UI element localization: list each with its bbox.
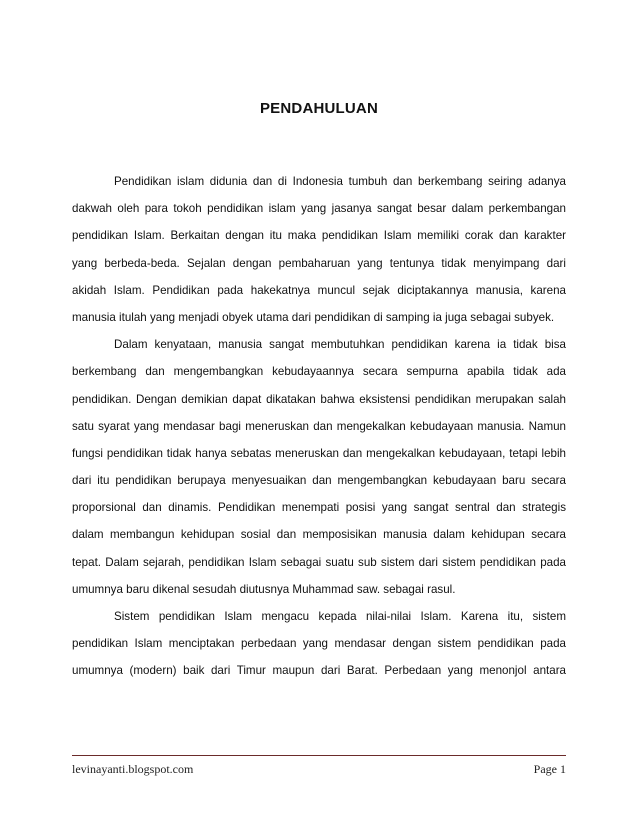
text-line: pendidikan Islam. Berkaitan dengan itu maka pendidikan Islam memiliki corak dan karakter bbox=[72, 229, 566, 243]
text-line: proporsional dan dinamis. Pendidikan menempati posisi yang sangat sentral dan strategis bbox=[72, 501, 566, 515]
page-title: PENDAHULUAN bbox=[259, 100, 379, 117]
text-line: manusia itulah yang menjadi obyek utama dari pendidikan di samping ia juga sebagai subyek. bbox=[72, 310, 555, 324]
body-text bbox=[72, 168, 566, 685]
text-line: fungsi pendidikan tidak hanya sebatas meneruskan dan mengekalkan kebudayaan, tetapi lebih bbox=[72, 446, 566, 460]
text-line: satu syarat yang mendasar bagi meneruskan dan mengekalkan kebudayaan manusia. Namun bbox=[72, 419, 566, 433]
text-line: tepat. Dalam sejarah, pendidikan Islam sebagai suatu sub sistem dari sistem pendidikan pada bbox=[72, 555, 566, 569]
text-line: dari itu pendidikan berupaya menyesuaikan dan mengembangkan kebudayaan baru secara bbox=[72, 474, 566, 488]
paragraph-1 bbox=[72, 168, 566, 331]
text-line: Pendidikan islam didunia dan di Indonesia tumbuh dan berkembang seiring adanya bbox=[114, 175, 566, 188]
text-line: pendidikan Islam menciptakan perbedaan yang mendasar dengan sistem pendidikan pada bbox=[72, 637, 566, 651]
text-line: Sistem pendidikan Islam mengacu kepada nilai-nilai Islam. Karena itu, sistem bbox=[114, 610, 566, 623]
text-line: akidah Islam. Pendidikan pada hakekatnya muncul sejak diciptakannya manusia, karena bbox=[72, 283, 566, 297]
text-line: umumnya baru dikenal sesudah diutusnya Muhammad saw. sebagai rasul. bbox=[72, 582, 456, 596]
text-line: dalam membangun kehidupan sosial dan memposisikan manusia dalam kehidupan secara bbox=[72, 528, 566, 542]
paragraph-3 bbox=[72, 603, 566, 685]
footer-page-number: Page 1 bbox=[533, 762, 566, 776]
text-line: berkembang dan mengembangkan kebudayaannya secara sempurna apabila tidak ada bbox=[72, 365, 566, 379]
paragraph-2 bbox=[72, 331, 566, 603]
footer-divider bbox=[72, 755, 566, 756]
text-line: yang berbeda-beda. Sejalan dengan pembaharuan yang tentunya tidak menyimpang dari bbox=[72, 256, 566, 270]
text-line: Dalam kenyataan, manusia sangat membutuhkan pendidikan karena ia tidak bisa bbox=[114, 338, 566, 352]
footer-website: levinayanti.blogspot.com bbox=[72, 762, 194, 776]
text-line: pendidikan. Dengan demikian dapat dikatakan bahwa eksistensi pendidikan merupakan salah bbox=[72, 392, 566, 406]
text-line: dakwah oleh para tokoh pendidikan islam yang jasanya sangat besar dalam perkembangan bbox=[72, 202, 566, 216]
text-line: umumnya (modern) baik dari Timur maupun dari Barat. Perbedaan yang menonjol antara bbox=[72, 664, 566, 678]
